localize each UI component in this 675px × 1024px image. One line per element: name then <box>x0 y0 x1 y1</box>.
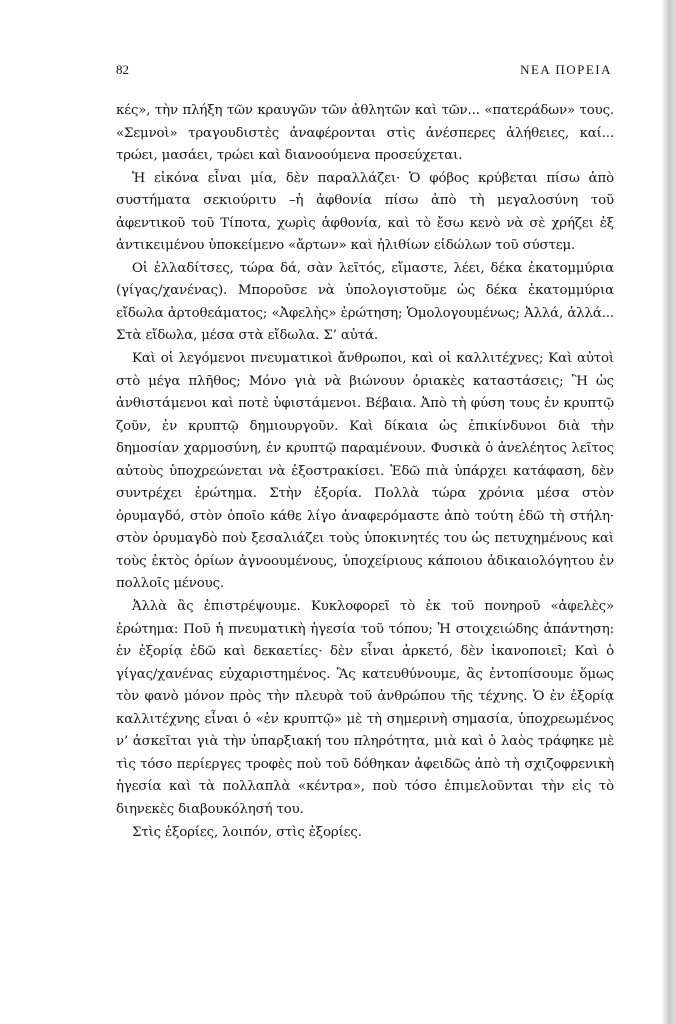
running-head: ΝΕΑ ΠΟΡΕΙΑ <box>520 62 612 77</box>
page-edge-shadow <box>661 0 675 1024</box>
page-header <box>116 62 612 82</box>
page-number: 82 <box>116 62 129 77</box>
paragraph: κές», τὴν πλήξη τῶν κραυγῶν τῶν ἀθλητῶν καὶ τῶν... «πατεράδων» τους. «Σεμνοὶ» τραγουδιστὲς ἀναφέρονται στὶς ἀνέσπερες ἀλήθειες, καί... τρώει, μασάει, τρώει καὶ διανοούμενα προσεύχεται. <box>116 103 614 164</box>
paragraph: Οἱ ἑλλαδίτσες, τώρα δά, σὰν λεῖτός, εἴμαστε, λέει, δέκα ἑκατομμύρια (γίγας/χανένας). Μποροῦσε νὰ ὑπολογιστοῦμε ὡς δέκα ἑκατομμύρια εἴδωλα ἀρτοθεάματος; «Ἀφελὴς» ἐρώτηση; Ὁμολογουμένως; Ἀλλά, ἀλλά... Στὰ εἴδωλα, μέσα στὰ εἴδωλα. Σ’ αὐτά. <box>116 260 614 344</box>
article-body <box>116 100 614 844</box>
paragraph: Ἀλλὰ ἂς ἐπιστρέψουμε. Κυκλοφορεῖ τὸ ἐκ τοῦ πονηροῦ «ἀφελὲς» ἐρώτημα: Ποῦ ἡ πνευματικὴ ἡγεσία τοῦ τόπου; Ἡ στοιχειώδης ἀπάντηση: ἐν ἐξορίᾳ ἐδῶ καὶ δεκαετίες· δὲν εἶναι ἀρκετό, δὲν ἱκανοποιεῖ; Καὶ ὁ γίγας/χανένας εὐχαριστημένος. Ἂς κατευθύνουμε, ἂς ἐντοπίσουμε ὅμως τὸν φανὸ μόνον πρὸς τὴν πλευρὰ τοῦ ἀνθρώπου τῆς τέχνης. Ὁ ἐν ἐξορίᾳ καλλιτέχνης εἶναι ὁ «ἐν κρυπτῷ» μὲ τὴ σημερινὴ σημασία, ὑποχρεωμένος ν’ ἀσκεῖται γιὰ τὴν ὑπαρξιακή του πληρότητα, μιὰ καὶ ὁ λαὸς τράφηκε μὲ τὶς τόσο περίεργες τροφὲς ποὺ τοῦ δόθηκαν ἀφειδῶς ἀπὸ τὴ σχιζοφρενικὴ ἡγεσία καὶ τὰ πολλαπλὰ «κέντρα», ποὺ τόσο ἐπιμελοῦνται τὴν εἰς τὸ διηνεκὲς διαβουκόλησή του. <box>116 599 614 817</box>
paragraph: Καὶ οἱ λεγόμενοι πνευματικοὶ ἄνθρωποι, καὶ οἱ καλλιτέχνες; Καὶ αὐτοὶ στὸ μέγα πλῆθος; Μόνο γιὰ νὰ βιώνουν ὁριακὲς καταστάσεις; Ἢ ὡς ἀνθιστάμενοι καὶ ποτὲ ὑφιστάμενοι. Βέβαια. Ἀπὸ τὴ φύση τους ἐν κρυπτῷ ζοῦν, ἐν κρυπτῷ δημιουργοῦν. Καὶ δίκαια ὡς ἐπικίνδυνοι διὰ τὴν δημοσίαν χαρμοσύνη, ἐν κρυπτῷ παραμένουν. Φυσικὰ ὁ ἀνελέητος λεῖτος αὐτοὺς ὑποχρεώνεται νὰ ἐξοστρακίσει. Ἐδῶ πιὰ ὑπάρχει κατάφαση, δὲν συντρέχει ἐρώτημα. Στὴν ἐξορία. Πολλὰ τώρα χρόνια μέσα στὸν ὀρυμαγδό, στὸν ὁποῖο κάθε λίγο ἀναφερόμαστε ἀπὸ τούτη ἐδῶ τὴ στήλη· στὸν ὀρυμαγδὸ ποὺ ξεσαλιάζει τοὺς ὑποκινητές του ὡς πετυχημένους καὶ τοὺς ἐκτὸς ὁρίων ἀγνοουμένους, ὑποχείριους κάποιου ἀδικαιολόγητου ἐν πολλοῖς μένους. <box>116 351 614 592</box>
paragraph: Ἡ εἰκόνα εἶναι μία, δὲν παραλλάζει· Ὁ φόβος κρύβεται πίσω ἀπὸ συστήματα σεκιούριτυ –ἡ ἀφθονία πίσω ἀπὸ τὴ μεγαλοσύνη τοῦ ἀφεντικοῦ τοῦ Τίποτα, χωρὶς ἀφθονία, καὶ τὸ ἔσω κενὸ νὰ σὲ χρήζει ἐξ ἀντικειμένου ὑποκείμενο «ἄρτων» καὶ ἠλιθίων εἰδώλων τοῦ σύστεμ. <box>116 170 614 254</box>
paragraph: Στὶς ἐξορίες, λοιπόν, στὶς ἐξορίες. <box>132 824 362 840</box>
